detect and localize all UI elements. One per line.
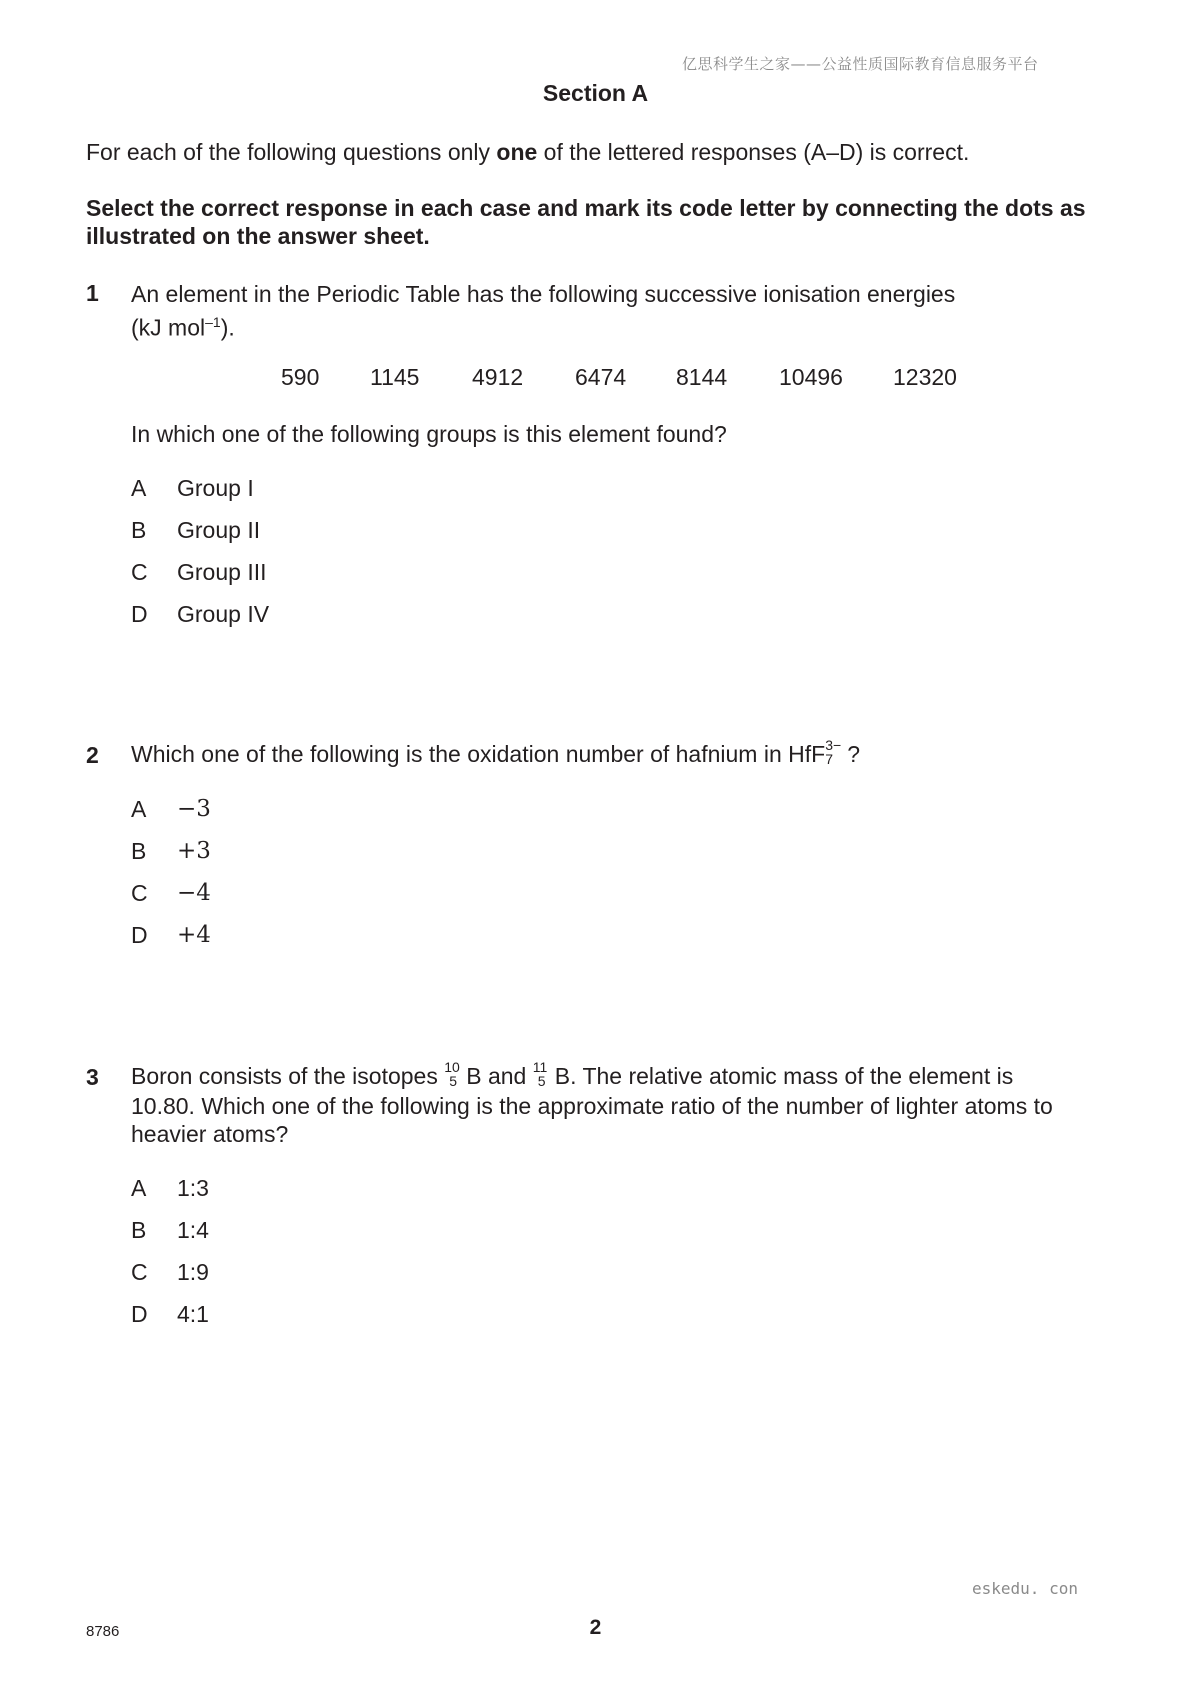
q3-option-text: 1:4 [177,1217,209,1243]
question-3-line1 [131,1060,1131,1092]
intro-part2: of the lettered responses (A–D) is correct. [537,139,970,165]
isotope-2-atomic-number: 5 [537,1073,546,1089]
header-watermark: 亿思科学生之家——公益性质国际教育信息服务平台 [682,55,1039,73]
question-2-text [131,738,1121,770]
q3-option-text: 1:9 [177,1259,209,1285]
q1-option-text: Group II [177,517,261,543]
energy-value: 12320 [893,364,957,390]
page-number: 2 [589,1616,602,1639]
question-3-text [131,1060,1131,1148]
q2-option-letter: B [131,838,147,864]
isotope-2-mass-number: 11 [532,1059,548,1075]
q2-option-letter: D [131,922,148,948]
section-title: Section A [542,80,649,106]
instruction-text: Select the correct response in each case and mark its code letter by connecting the dots as illustrated on the answer sheet. [86,195,1086,249]
energy-value: 6474 [575,364,627,390]
q3-option-letter: C [131,1259,148,1285]
question-3-line2: 10.80. Which one of the following is the approximate ratio of the number of lighter atoms to [131,1093,1053,1119]
question-3-text-and: and [481,1063,533,1089]
q1-option-letter: B [131,517,147,543]
q1-option-text: Group I [177,475,254,501]
footer-watermark: eskedu. con [972,1579,1078,1598]
question-2-text-post: ? [847,741,861,767]
isotope-1-indices [444,1060,466,1088]
q3-option-text: 4:1 [177,1301,209,1327]
q2-option-text: +3 [177,838,211,864]
paper-code: 8786 [86,1623,120,1640]
energy-value: 1145 [370,364,420,390]
question-1-text [131,280,1121,342]
isotope-2-symbol: B [554,1063,571,1089]
q1-option-letter: D [131,601,148,627]
isotope-1-mass-number: 10 [444,1059,460,1075]
q1-option-text: Group III [177,559,267,585]
energy-value: 10496 [779,364,843,390]
question-1-prompt: In which one of the following groups is this element found? [131,421,727,447]
question-2-number: 2 [86,742,99,768]
question-1-line2 [131,308,1121,342]
q2-option-letter: A [131,796,147,822]
isotope-1-symbol: B [466,1063,482,1089]
question-1-unit-close: ). [220,314,235,341]
question-1-line1: An element in the Periodic Table has the following successive ionisation energies [131,281,956,307]
q3-option-letter: D [131,1301,148,1327]
q1-option-text: Group IV [177,601,270,627]
question-3-number: 3 [86,1064,99,1090]
question-1-unit-exponent: –1 [205,314,221,330]
question-3-line3: heavier atoms? [131,1121,289,1147]
q1-option-letter: A [131,475,147,501]
q2-option-text: −4 [177,880,211,906]
question-2-text-pre: Which one of the following is the oxidation number of hafnium in Hf [131,741,812,767]
intro-text [86,138,969,166]
question-3-text-pre: Boron consists of the isotopes [131,1063,445,1089]
q2-option-text: +4 [177,922,211,948]
question-3-text-post: . The relative atomic mass of the element is [570,1063,1014,1089]
q3-option-letter: B [131,1217,147,1243]
isotope-1-atomic-number: 5 [449,1073,458,1089]
q3-option-letter: A [131,1175,147,1201]
q2-option-letter: C [131,880,148,906]
isotope-2-indices [533,1060,555,1088]
question-1-number: 1 [86,280,99,306]
intro-bold-word: one [496,139,538,165]
question-1-unit: (kJ mol [131,314,206,341]
question-2-formula-indices [825,738,847,766]
energy-value: 4912 [472,364,524,390]
question-2-formula-charge: 3− [825,737,842,753]
question-2-formula-base: F [811,741,826,767]
question-2-formula-subscript: 7 [825,751,834,767]
q1-option-letter: C [131,559,148,585]
q3-option-text: 1:3 [177,1175,209,1201]
energy-value: 8144 [676,364,728,390]
energy-value: 590 [281,364,320,390]
q2-option-text: −3 [177,796,211,822]
intro-part1: For each of the following questions only [86,139,497,165]
